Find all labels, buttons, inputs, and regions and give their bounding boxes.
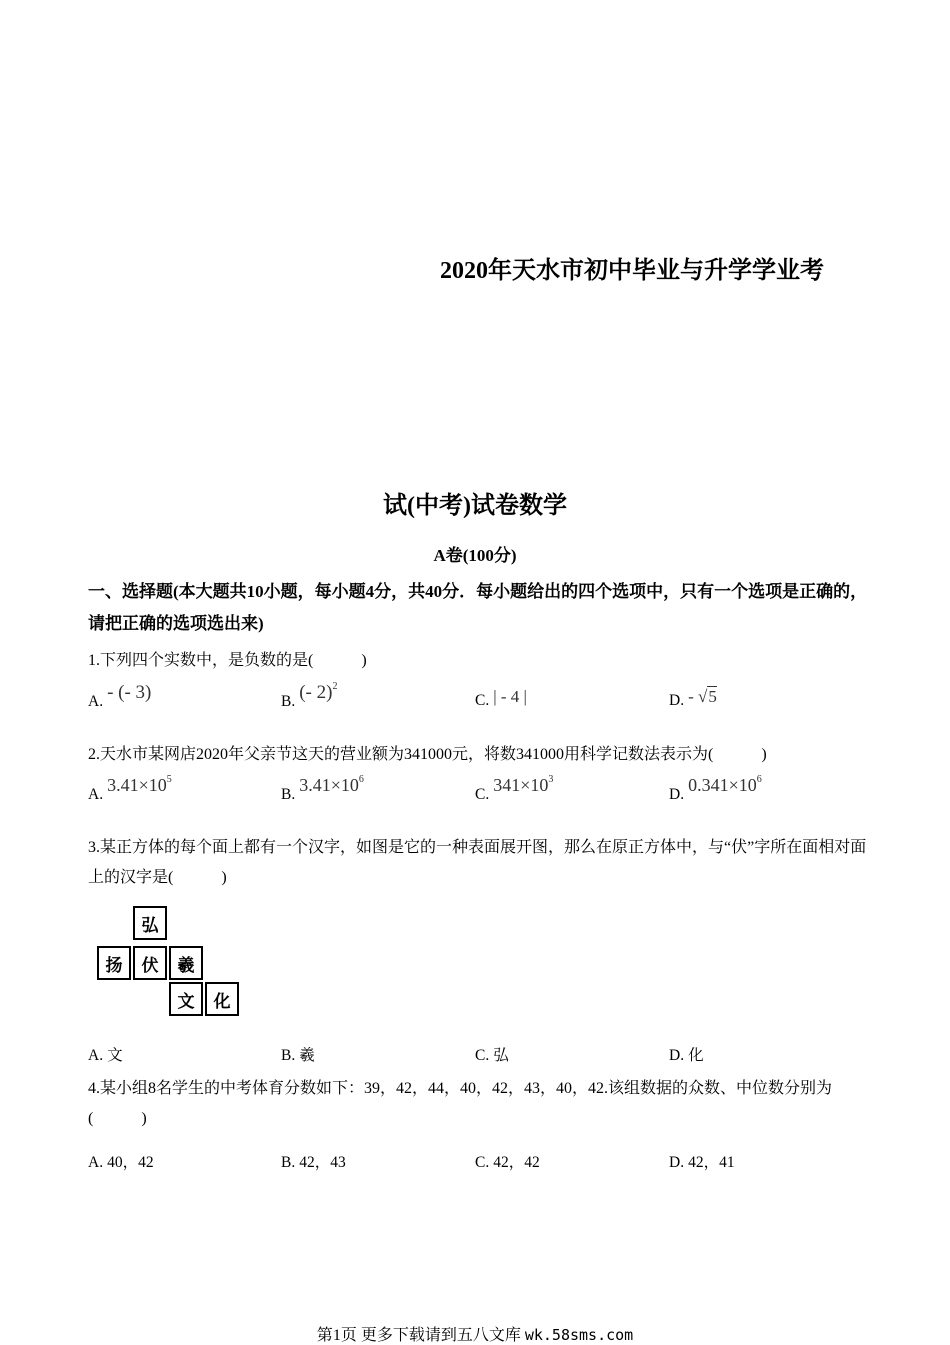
- math-base: 0.341×10: [688, 775, 757, 795]
- question-2-stem: 2.天水市某网店2020年父亲节这天的营业额为341000元，将数341000用科学记数法表示为( ): [88, 746, 767, 763]
- option-math: | - 4 |: [493, 687, 527, 706]
- q3-option-d: [669, 1043, 704, 1065]
- q4-option-b: [281, 1150, 346, 1172]
- option-text: 42，42: [493, 1154, 540, 1171]
- page-title-line-2: 试(中考)试卷数学: [383, 493, 567, 519]
- math-base: 3.41×10: [299, 775, 359, 795]
- math-exponent: 6: [358, 774, 364, 785]
- math-base: 341×10: [493, 775, 549, 795]
- q3-option-c: [475, 1043, 509, 1065]
- page-title-line-1: 2020年天水市初中毕业与升学学业考: [440, 258, 824, 284]
- question-4-stem: 4.某小组8名学生的中考体育分数如下：39，42，44，40，42，43，40，42.该组数据的众数、中位数分别为( ): [88, 1080, 833, 1127]
- q1-option-d: [669, 687, 717, 710]
- q1-option-b: [281, 680, 338, 712]
- option-letter: D.: [669, 1047, 685, 1064]
- math-exponent: 5: [166, 774, 172, 785]
- question-1-stem: 1.下列四个实数中，是负数的是( ): [88, 652, 367, 669]
- option-letter: D.: [669, 1154, 685, 1171]
- q2-option-b: [281, 774, 364, 804]
- option-math: [299, 775, 364, 796]
- footer-text: 页 更多下载请到五八文库: [340, 1327, 521, 1344]
- option-text: 40，42: [107, 1154, 154, 1171]
- option-letter: B.: [281, 786, 296, 803]
- option-letter: B.: [281, 1154, 296, 1171]
- q2-option-d: [669, 774, 762, 804]
- option-letter: C.: [475, 1047, 490, 1064]
- option-letter: C.: [475, 692, 490, 709]
- q3-option-b: [281, 1043, 315, 1065]
- q2-option-a: [88, 774, 172, 804]
- option-letter: A.: [88, 693, 104, 710]
- q1-option-c: [475, 687, 527, 710]
- q3-option-a: [88, 1043, 123, 1065]
- option-math: [688, 687, 717, 707]
- option-letter: B.: [281, 693, 296, 710]
- option-letter: C.: [475, 1154, 490, 1171]
- net-cell-left: 扬: [97, 946, 131, 980]
- section-heading: 一、选择题(本大题共10小题，每小题4分，共40分．每小题给出的四个选项中，只有一个选项是正确的，请把正确的选项选出来): [88, 582, 868, 633]
- option-letter: A.: [88, 786, 104, 803]
- sqrt-icon: √: [698, 687, 708, 706]
- option-text: 42，43: [299, 1154, 346, 1171]
- net-cell-top: 弘: [133, 906, 167, 940]
- math-sign: -: [688, 687, 694, 706]
- option-letter: D.: [669, 692, 685, 709]
- option-letter: C.: [475, 786, 490, 803]
- math-exponent: 2: [332, 680, 338, 692]
- q4-option-d: [669, 1150, 735, 1172]
- net-cell-bottom-1: 文: [169, 982, 203, 1016]
- math-radicand: 5: [708, 687, 717, 706]
- option-text: 羲: [299, 1047, 315, 1064]
- option-letter: A.: [88, 1047, 104, 1064]
- net-cell-right: 羲: [169, 946, 203, 980]
- option-math: [493, 775, 553, 796]
- option-math: - (- 3): [107, 682, 152, 703]
- question-3-stem: 3.某正方体的每个面上都有一个汉字，如图是它的一种表面展开图，那么在原正方体中，与“伏”字所在面相对面上的汉字是( ): [88, 839, 867, 886]
- option-text: 文: [107, 1047, 123, 1064]
- option-math: [299, 682, 337, 704]
- q2-option-c: [475, 774, 554, 804]
- math-base: 3.41×10: [107, 775, 167, 795]
- option-math: [107, 775, 172, 796]
- option-letter: D.: [669, 786, 685, 803]
- paper-part-label: A卷(100分): [433, 546, 517, 565]
- option-letter: A.: [88, 1154, 104, 1171]
- q4-option-c: [475, 1150, 540, 1172]
- page-footer: [0, 1322, 950, 1345]
- footer-site-link[interactable]: wk.58sms.com: [524, 1326, 634, 1344]
- option-text: 弘: [493, 1047, 509, 1064]
- net-cell-center: 伏: [133, 946, 167, 980]
- option-letter: B.: [281, 1047, 296, 1064]
- option-math: [688, 775, 762, 796]
- footer-page-number: 1: [332, 1327, 341, 1344]
- cube-net-figure: [95, 906, 245, 1021]
- footer-prefix: 第: [316, 1327, 333, 1344]
- net-cell-bottom-2: 化: [205, 982, 239, 1016]
- option-text: 化: [688, 1047, 704, 1064]
- math-exponent: 6: [756, 774, 762, 785]
- math-exponent: 3: [548, 774, 554, 785]
- option-text: 42，41: [688, 1154, 735, 1171]
- q1-option-a: [88, 682, 152, 712]
- math-base: (- 2): [299, 682, 333, 703]
- q4-option-a: [88, 1150, 154, 1172]
